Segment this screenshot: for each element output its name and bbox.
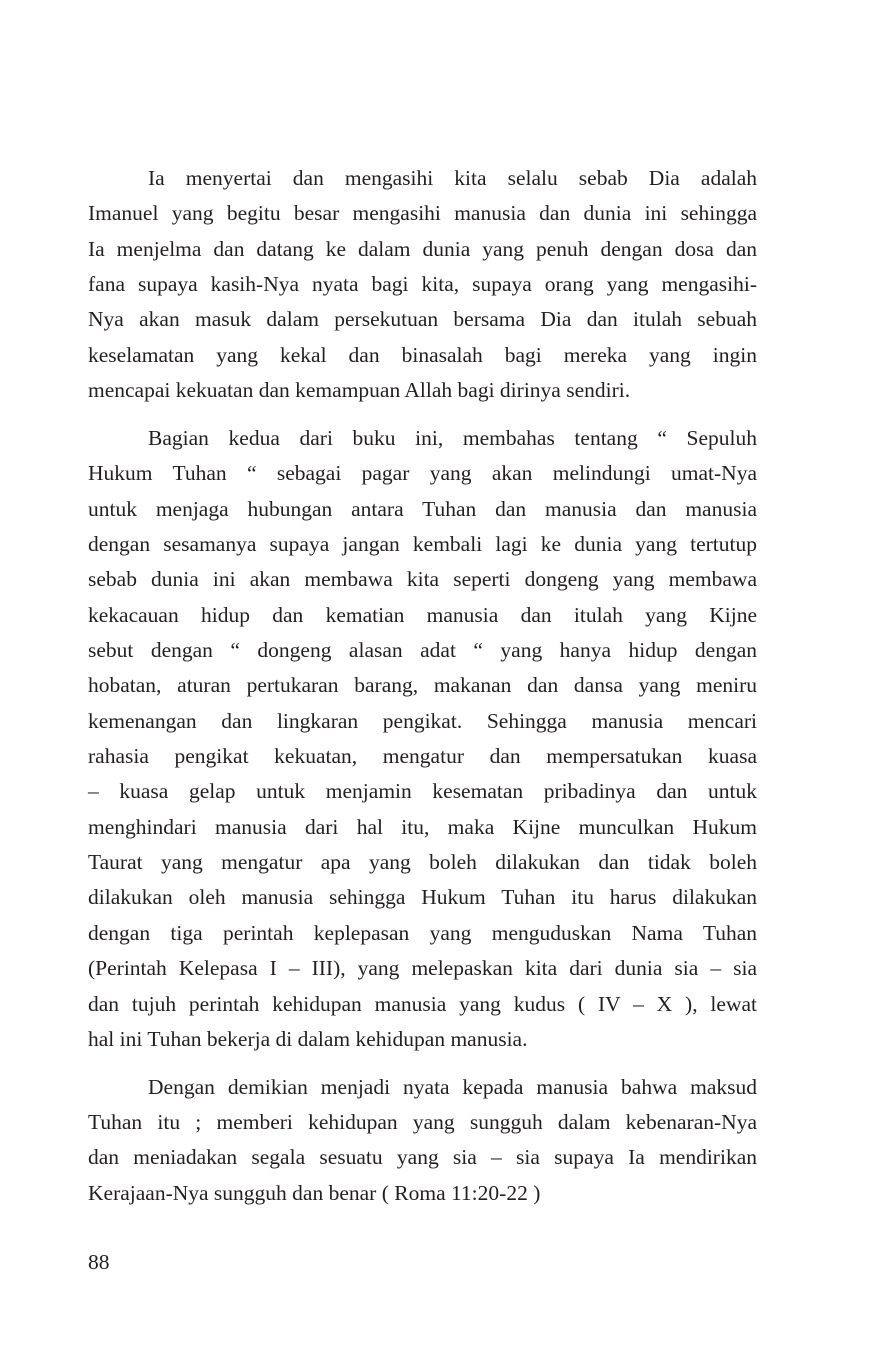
text-line: kemenangan dan lingkaran pengikat. Sehingga manusia mencari [88, 708, 757, 733]
text-line: menghindari manusia dari hal itu, maka Kijne munculkan Hukum [88, 814, 757, 839]
text-line: rahasia pengikat kekuatan, mengatur dan mempersatukan kuasa [88, 744, 757, 769]
paragraph-3 [88, 1070, 757, 1211]
text-line: Taurat yang mengatur apa yang boleh dilakukan dan tidak boleh [88, 850, 757, 875]
text-line: kekacauan hidup dan kematian manusia dan itulah yang Kijne [88, 602, 757, 627]
text-line: Bagian kedua dari buku ini, membahas tentang “ Sepuluh [148, 426, 757, 450]
text-line: dengan sesamanya supaya jangan kembali lagi ke dunia yang tertutup [88, 532, 757, 557]
text-line: Kerajaan-Nya sungguh dan benar ( Roma 11:20-22 ) [88, 1180, 541, 1205]
paragraph-1 [88, 161, 757, 408]
text-line: dilakukan oleh manusia sehingga Hukum Tuhan itu harus dilakukan [88, 885, 757, 910]
text-line: untuk menjaga hubungan antara Tuhan dan manusia dan manusia [88, 496, 757, 521]
text-line: dan tujuh perintah kehidupan manusia yang kudus ( IV – X ), lewat [88, 991, 757, 1016]
text-line: sebut dengan “ dongeng alasan adat “ yang hanya hidup dengan [88, 638, 757, 663]
text-line: keselamatan yang kekal dan binasalah bagi mereka yang ingin [88, 342, 757, 367]
paragraph-2 [88, 421, 757, 1057]
text-line: (Perintah Kelepasa I – III), yang melepaskan kita dari dunia sia – sia [88, 956, 757, 981]
text-line: – kuasa gelap untuk menjamin kesematan pribadinya dan untuk [88, 779, 757, 804]
text-line: Nya akan masuk dalam persekutuan bersama Dia dan itulah sebuah [88, 307, 757, 332]
text-line: Dengan demikian menjadi nyata kepada manusia bahwa maksud [148, 1074, 757, 1099]
text-line: Ia menyertai dan mengasihi kita selalu sebab Dia adalah [148, 166, 757, 190]
text-line: Imanuel yang begitu besar mengasihi manusia dan dunia ini sehingga [88, 201, 757, 226]
text-line: Tuhan itu ; memberi kehidupan yang sungguh dalam kebenaran-Nya [88, 1110, 757, 1135]
text-line: Hukum Tuhan “ sebagai pagar yang akan melindungi umat-Nya [88, 461, 757, 486]
text-line: sebab dunia ini akan membawa kita seperti dongeng yang membawa [88, 567, 757, 592]
body-text [88, 161, 757, 1211]
text-line: hal ini Tuhan bekerja di dalam kehidupan manusia. [88, 1026, 528, 1051]
text-line: mencapai kekuatan dan kemampuan Allah bagi dirinya sendiri. [88, 378, 631, 403]
page-number: 88 [88, 1250, 110, 1274]
text-line: Ia menjelma dan datang ke dalam dunia yang penuh dengan dosa dan [88, 236, 757, 261]
text-line: dengan tiga perintah keplepasan yang menguduskan Nama Tuhan [88, 920, 757, 945]
text-line: dan meniadakan segala sesuatu yang sia – sia supaya Ia mendirikan [88, 1145, 757, 1170]
text-line: fana supaya kasih-Nya nyata bagi kita, supaya orang yang mengasihi- [88, 272, 757, 297]
text-line: hobatan, aturan pertukaran barang, makanan dan dansa yang meniru [88, 673, 757, 698]
